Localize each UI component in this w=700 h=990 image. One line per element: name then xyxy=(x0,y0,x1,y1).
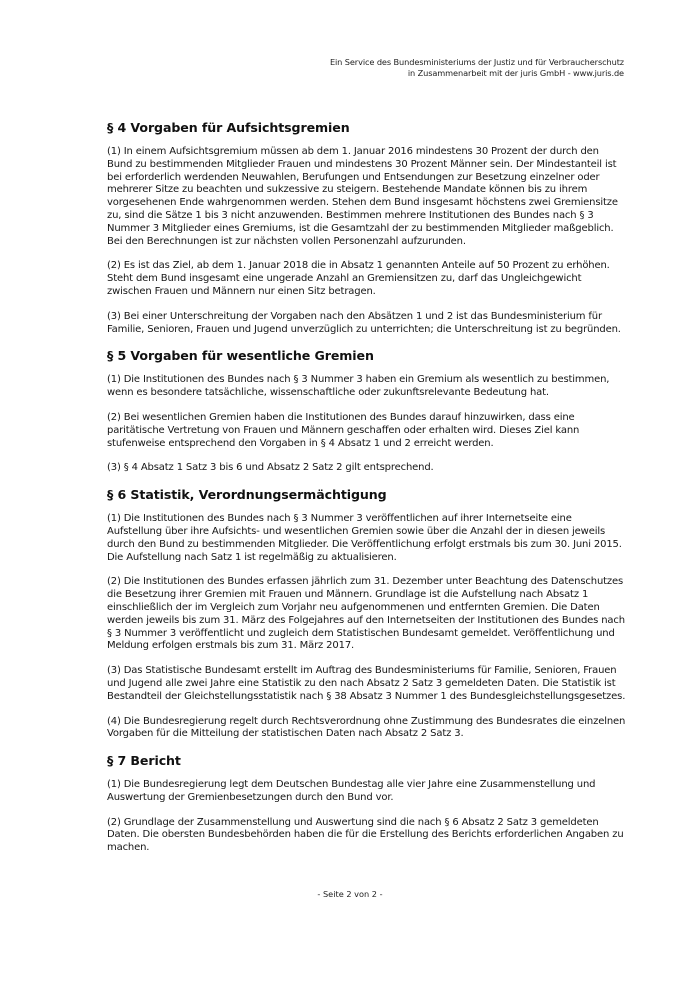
paragraph: (2) Bei wesentlichen Gremien haben die Institutionen des Bundes darauf hinzuwirken, dass eine paritätische Vertretung von Frauen und Männern geschaffen oder erhalten wird. Dieses Ziel kann stufenweise entsprechend den Vorgaben in § 4 Absatz 1 und 2 erreicht werden. xyxy=(107,411,580,449)
paragraph: (2) Die Institutionen des Bundes erfassen jährlich zum 31. Dezember unter Beachtung des Datenschutzes die Besetzung ihrer Gremien mit Frauen und Männern. Grundlage ist die Aufstellung nach Absatz 1 einschließlich der im Vergleich zum Vorjahr neu aufgenommenen und entfernten Gremien. Die Daten werden jeweils bis zum 31. März des Folgejahres auf den Internetseiten der Institutionen des Bundes nach § 3 Nummer 3 veröffentlicht und zugleich dem Statistischen Bundesamt gemeldet. Veröffentlichung und Meldung erfolgen erstmals bis zum 31. März 2017. xyxy=(107,576,625,652)
section-heading: § 7 Bericht xyxy=(107,753,181,769)
page-footer: - Seite 2 von 2 - xyxy=(317,889,383,899)
paragraph: (3) Bei einer Unterschreitung der Vorgaben nach den Absätzen 1 und 2 ist das Bundesministerium für Familie, Senioren, Frauen und Jugend unverzüglich zu unterrichten; die Unterschreitung ist zu begründen. xyxy=(107,310,621,335)
page-header xyxy=(330,57,624,79)
paragraph: (3) § 4 Absatz 1 Satz 3 bis 6 und Absatz 2 Satz 2 gilt entsprechend. xyxy=(107,462,434,474)
paragraph: (1) In einem Aufsichtsgremium müssen ab dem 1. Januar 2016 mindestens 30 Prozent der durch den Bund zu bestimmenden Mitglieder Frauen und mindestens 30 Prozent Männer sein. Der Mindestanteil ist bei erforderlich werdenden Neuwahlen, Berufungen und Entsendungen zur Besetzung einzelner oder mehrerer Sitze zu beachten und sukzessive zu steigern. Bestehende Mandate können bis zu ihrem vorgesehenen Ende wahrgenommen werden. Stehen dem Bund insgesamt höchstens zwei Gremiensitze zu, sind die Sätze 1 bis 3 nicht anzuwenden. Bestimmen mehrere Institutionen des Bundes nach § 3 Nummer 3 Mitglieder eines Gremiums, ist die Gesamtzahl der zu bestimmenden Mitglieder maßgeblich. Bei den Berechnungen ist zur nächsten vollen Personenzahl aufzurunden. xyxy=(107,146,618,247)
section-7 xyxy=(107,753,627,855)
paragraph: (1) Die Institutionen des Bundes nach § 3 Nummer 3 veröffentlichen auf ihrer Internetseite eine Aufstellung über ihre Aufsichts- und wesentlichen Gremien sowie über die Anzahl der in diesen jeweils durch den Bund zu bestimmenden Mitglieder. Die Veröffentlichung erfolgt erstmals bis zum 30. Juni 2015. Die Aufstellung nach Satz 1 ist regelmäßig zu aktualisieren. xyxy=(107,513,622,563)
paragraph: (2) Grundlage der Zusammenstellung und Auswertung sind die nach § 6 Absatz 2 Satz 3 gemeldeten Daten. Die obersten Bundesbehörden haben die für die Erstellung des Berichts erforderlichen Angaben zu machen. xyxy=(107,816,624,854)
paragraph: (1) Die Institutionen des Bundes nach § 3 Nummer 3 haben ein Gremium als wesentlich zu bestimmen, wenn es besondere tatsächliche, wissenschaftliche oder zukunftsrelevante Bedeutung hat. xyxy=(107,374,610,399)
header-line-2: in Zusammenarbeit mit der juris GmbH - www.juris.de xyxy=(407,68,624,78)
paragraph: (3) Das Statistische Bundesamt erstellt im Auftrag des Bundesministeriums für Familie, Senioren, Frauen und Jugend alle zwei Jahre eine Statistik zu den nach Absatz 2 Satz 3 gemeldeten Daten. Die Statistik ist Bestandteil der Gleichstellungsstatistik nach § 38 Absatz 3 Nummer 1 des Bundesgleichstellungsgesetzes. xyxy=(107,665,626,702)
header-line-1: Ein Service des Bundesministeriums der Justiz und für Verbraucherschutz xyxy=(329,57,624,67)
section-heading: § 5 Vorgaben für wesentliche Gremien xyxy=(107,348,374,364)
section-5 xyxy=(107,348,627,475)
paragraph: (4) Die Bundesregierung regelt durch Rechtsverordnung ohne Zustimmung des Bundesrates die einzelnen Vorgaben für die Mitteilung der statistischen Daten nach Absatz 2 Satz 3. xyxy=(107,715,626,740)
paragraph: (1) Die Bundesregierung legt dem Deutschen Bundestag alle vier Jahre eine Zusammenstellung und Auswertung der Gremienbesetzungen durch den Bund vor. xyxy=(107,779,596,803)
paragraph: (2) Es ist das Ziel, ab dem 1. Januar 2018 die in Absatz 1 genannten Anteile auf 50 Prozent zu erhöhen. Steht dem Bund insgesamt eine ungerade Anzahl an Gremiensitzen zu, darf das Ungleichgewicht zwischen Frauen und Männern nur einen Sitz betragen. xyxy=(107,260,610,297)
section-6 xyxy=(107,487,627,741)
document-body xyxy=(107,120,627,867)
section-4 xyxy=(107,120,627,336)
section-heading: § 4 Vorgaben für Aufsichtsgremien xyxy=(107,120,350,135)
section-heading: § 6 Statistik, Verordnungsermächtigung xyxy=(107,487,387,503)
